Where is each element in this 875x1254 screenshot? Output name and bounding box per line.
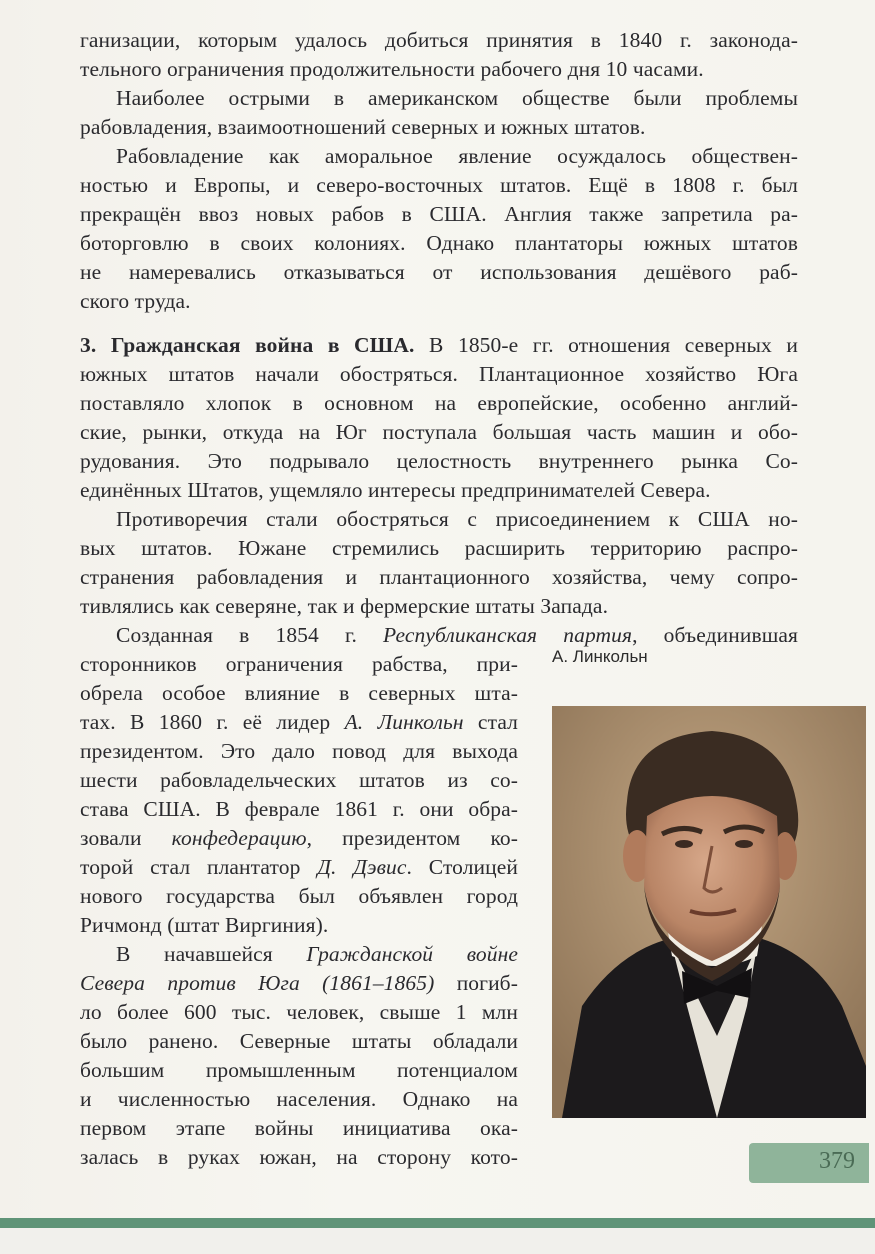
section-heading: 3. Гражданская война в США.	[80, 333, 415, 357]
text-line: и численностью населения. Однако на	[80, 1087, 518, 1111]
lincoln-portrait	[552, 706, 866, 1118]
text-line: не намеревались отказываться от использования дешёвого раб-	[80, 260, 798, 284]
text-line: было ранено. Северные штаты обладали	[80, 1029, 518, 1053]
text-line: ские, рынки, откуда на Юг поступала большая часть машин и обо-	[80, 420, 798, 444]
text-line: Созданная в 1854 г. Республиканская партия, объединившая	[116, 623, 798, 647]
text-line: ского труда.	[80, 289, 191, 313]
page-bottom-margin	[0, 1228, 875, 1254]
text-line: обрела особое влияние в северных шта-	[80, 681, 518, 705]
text-line: сторонников ограничения рабства, при-	[80, 652, 518, 676]
text-line: тах. В 1860 г. её лидер А. Линкольн стал	[80, 710, 518, 734]
term-davis: Д. Дэвис	[317, 855, 407, 879]
term-republican-party: Республиканская партия	[383, 623, 633, 647]
text-line: боторговлю в своих колониях. Однако плантаторы южных штатов	[80, 231, 798, 255]
section-first-line: 3. Гражданская война в США. В 1850-е гг. отношения северных и	[80, 333, 798, 357]
text-line: Ричмонд (штат Виргиния).	[80, 913, 329, 937]
term-confederation: конфедерацию	[171, 826, 307, 850]
text-line: торой стал плантатор Д. Дэвис. Столицей	[80, 855, 519, 879]
bottom-decorative-strip	[0, 1218, 875, 1228]
text-line: большим промышленным потенциалом	[80, 1058, 518, 1082]
text-line: В начавшейся Гражданской войне	[116, 942, 518, 966]
text-line: шести рабовладельческих штатов из со-	[80, 768, 518, 792]
page-number: 379	[819, 1148, 855, 1174]
text-line: ностью и Европы, и северо-восточных штатов. Ещё в 1808 г. был	[80, 173, 798, 197]
portrait-illustration	[552, 706, 866, 1118]
text-line: тельного ограничения продолжительности рабочего дня 10 часами.	[80, 57, 704, 81]
term-north-vs-south: Севера против Юга (1861–1865)	[80, 971, 435, 995]
text-line: южных штатов начали обостряться. Плантационное хозяйство Юга	[80, 362, 798, 386]
term-lincoln: А. Линкольн	[344, 710, 464, 734]
text-line: рудования. Это подрывало целостность внутреннего рынка Со-	[80, 449, 798, 473]
text-line: Наиболее острыми в американском обществе были проблемы	[116, 86, 798, 110]
text-line: Рабовладение как аморальное явление осуждалось обществен-	[116, 144, 798, 168]
text-line: президентом. Это дало повод для выхода	[80, 739, 518, 763]
text-line: странения рабовладения и плантационного хозяйства, чему сопро-	[80, 565, 798, 589]
text-line: ло более 600 тыс. человек, свыше 1 млн	[80, 1000, 518, 1024]
text-line: первом этапе войны инициатива ока-	[80, 1116, 518, 1140]
text-line: тивлялись как северяне, так и фермерские штаты Запада.	[80, 594, 609, 618]
text-line: залась в руках южан, на сторону кото-	[80, 1145, 518, 1169]
text-line: рабовладения, взаимоотношений северных и южных штатов.	[80, 115, 646, 139]
text-line: единённых Штатов, ущемляло интересы предпринимателей Севера.	[80, 478, 711, 502]
text-line: поставляло хлопок в основном на европейские, особенно англий-	[80, 391, 798, 415]
text-line: вых штатов. Южане стремились расширить территорию распро-	[80, 536, 798, 560]
text-line: ганизации, которым удалось добиться принятия в 1840 г. законода-	[80, 28, 798, 52]
text-line: Противоречия стали обостряться с присоединением к США но-	[116, 507, 798, 531]
text-line: зовали конфедерацию, президентом ко-	[80, 826, 519, 850]
figure-caption: А. Линкольн	[552, 647, 648, 666]
text-line: става США. В феврале 1861 г. они обра-	[80, 797, 518, 821]
page-number-badge	[749, 1143, 869, 1183]
text-line: прекращён ввоз новых рабов в США. Англия также запретила ра-	[80, 202, 798, 226]
text-line: нового государства был объявлен город	[80, 884, 518, 908]
text-line: Севера против Юга (1861–1865) погиб-	[80, 971, 518, 995]
term-civil-war: Гражданской войне	[306, 942, 518, 966]
